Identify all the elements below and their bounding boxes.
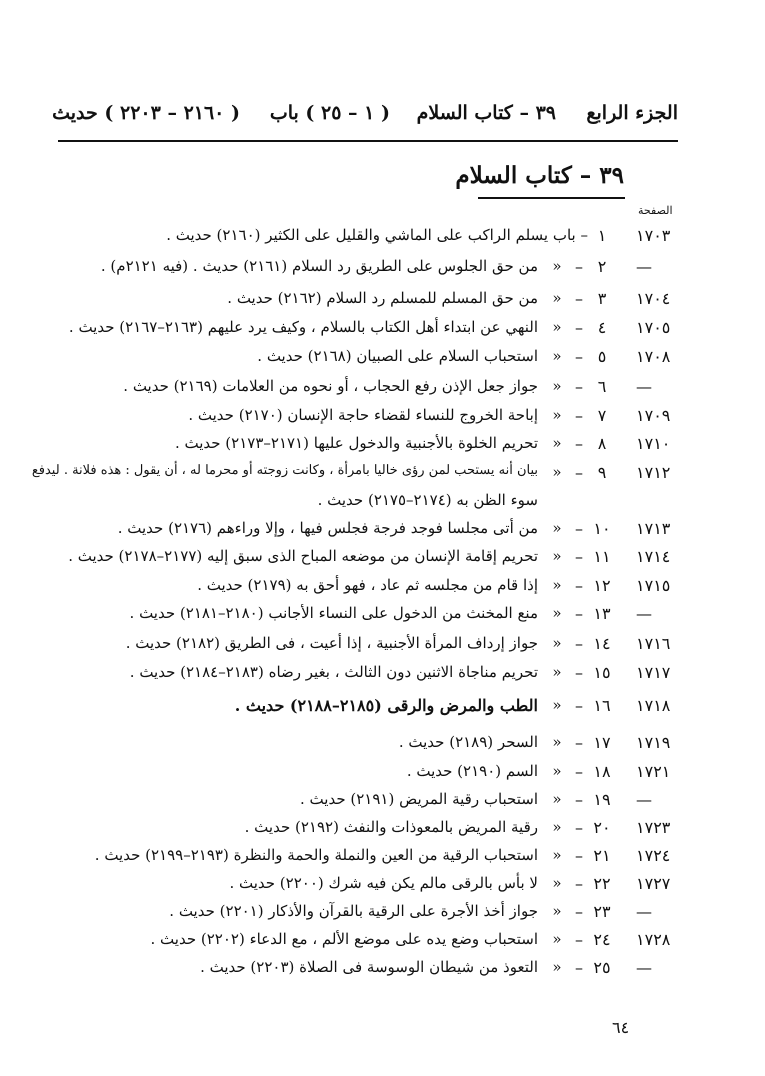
- chapter-title: من حق المسلم للمسلم رد السلام (٢١٦٢) حديث .: [227, 289, 538, 307]
- list-item: [0, 930, 765, 954]
- ditto-mark: »: [552, 347, 562, 365]
- dash-mark: –: [575, 463, 583, 482]
- page-number: —: [636, 604, 652, 623]
- chapter-number: ١٢: [593, 576, 611, 595]
- list-item: [0, 846, 765, 870]
- ditto-mark: »: [552, 604, 562, 622]
- page-number: ١٧٢٤: [636, 846, 671, 865]
- list-item: [0, 874, 765, 898]
- page-column-label: الصفحة: [638, 204, 673, 217]
- ditto-mark: »: [552, 818, 562, 836]
- ditto-mark: »: [552, 733, 562, 751]
- page-number: ١٧١٧: [636, 663, 671, 682]
- header-volume: الجزء الرابع: [586, 102, 678, 124]
- chapter-title: السم (٢١٩٠) حديث .: [406, 762, 538, 780]
- chapter-number: ١٨: [593, 762, 611, 781]
- dash-mark: –: [575, 790, 583, 809]
- chapter-number: ٤: [597, 318, 607, 337]
- page-number: ١٧٢٣: [636, 818, 671, 837]
- chapter-title: لا بأس بالرقى مالم يكن فيه شرك (٢٢٠٠) حديث .: [229, 874, 538, 892]
- list-item: [0, 663, 765, 687]
- list-item: [0, 519, 765, 543]
- dash-mark: –: [575, 663, 583, 682]
- chapter-number: ٣: [597, 289, 607, 308]
- chapter-number: ٢٥: [593, 958, 611, 977]
- chapter-number: ١٥: [593, 663, 611, 682]
- page-number: ١٧٢١: [636, 762, 671, 781]
- chapter-number: ٦: [597, 377, 607, 396]
- dash-mark: –: [575, 958, 583, 977]
- dash-mark: –: [575, 762, 583, 781]
- chapter-number: ٧: [597, 406, 607, 425]
- dash-mark: –: [575, 547, 583, 566]
- chapter-title: جواز أخذ الأجرة على الرقية بالقرآن والأذكار (٢٢٠١) حديث .: [169, 902, 538, 920]
- dash-mark: –: [575, 818, 583, 837]
- page-number: ١٧٠٩: [636, 406, 671, 425]
- chapter-number: ٨: [597, 434, 607, 453]
- list-item: [0, 406, 765, 430]
- header-book: ٣٩ – كتاب السلام: [416, 102, 556, 124]
- chapter-title: – باب يسلم الراكب على الماشي والقليل على الكثير (٢١٦٠) حديث .: [166, 226, 588, 244]
- chapter-number: ١٩: [593, 790, 611, 809]
- ditto-mark: »: [552, 663, 562, 681]
- chapter-title: السحر (٢١٨٩) حديث .: [398, 733, 538, 751]
- chapter-number: ١١: [593, 547, 611, 566]
- title-underline: [478, 197, 625, 199]
- list-item: [0, 902, 765, 926]
- chapter-number: ٢: [597, 257, 607, 276]
- dash-mark: –: [575, 257, 583, 276]
- ditto-mark: »: [552, 930, 562, 948]
- header-rule: [58, 140, 678, 142]
- ditto-mark: »: [552, 463, 562, 481]
- list-item: [0, 576, 765, 600]
- dash-mark: –: [575, 930, 583, 949]
- page-number: ١٧١٠: [636, 434, 671, 453]
- chapter-number: ٢٣: [593, 902, 611, 921]
- ditto-mark: »: [552, 434, 562, 452]
- chapter-title: جواز جعل الإذن رفع الحجاب ، أو نحوه من العلامات (٢١٦٩) حديث .: [123, 377, 538, 395]
- page-number: ١٧١٨: [636, 696, 671, 715]
- list-item: [0, 604, 765, 628]
- dash-mark: –: [575, 289, 583, 308]
- list-item: [0, 434, 765, 458]
- chapter-number: ٢٢: [593, 874, 611, 893]
- chapter-title: استحباب رقية المريض (٢١٩١) حديث .: [300, 790, 538, 808]
- ditto-mark: »: [552, 790, 562, 808]
- list-item: [0, 634, 765, 658]
- page-number: —: [636, 790, 652, 809]
- ditto-mark: »: [552, 634, 562, 652]
- list-item: [0, 790, 765, 814]
- header-chapters: ( ١ – ٢٥ ) باب: [269, 102, 390, 124]
- list-item: [0, 818, 765, 842]
- ditto-mark: »: [552, 377, 562, 395]
- dash-mark: –: [575, 604, 583, 623]
- page-number: —: [636, 958, 652, 977]
- dash-mark: –: [575, 576, 583, 595]
- page-number: —: [636, 257, 652, 276]
- chapter-number: ٢١: [593, 846, 611, 865]
- page-number: —: [636, 377, 652, 396]
- dash-mark: –: [575, 434, 583, 453]
- chapter-title: النهي عن ابتداء أهل الكتاب بالسلام ، وكيف يرد عليهم (٢١٦٣–٢١٦٧) حديث .: [68, 318, 538, 336]
- list-item: [0, 257, 765, 281]
- dash-mark: –: [575, 347, 583, 366]
- page-title: ٣٩ – كتاب السلام: [455, 162, 624, 189]
- running-header: [52, 96, 678, 132]
- list-item: [0, 696, 765, 720]
- chapter-number: ٢٤: [593, 930, 611, 949]
- ditto-mark: »: [552, 318, 562, 336]
- list-item: [0, 318, 765, 342]
- chapter-title: التعوذ من شيطان الوسوسة فى الصلاة (٢٢٠٣) حديث .: [200, 958, 538, 976]
- dash-mark: –: [575, 406, 583, 425]
- chapter-number: ١٣: [593, 604, 611, 623]
- chapter-title: الطب والمرض والرقى (٢١٨٥–٢١٨٨) حديث .: [234, 696, 538, 715]
- chapter-title: استحباب السلام على الصبيان (٢١٦٨) حديث .: [257, 347, 538, 365]
- ditto-mark: »: [552, 547, 562, 565]
- dash-mark: –: [575, 874, 583, 893]
- page-number: ١٧٠٣: [636, 226, 671, 245]
- header-hadiths: ( ٢١٦٠ – ٢٢٠٣ ) حديث: [52, 102, 240, 124]
- chapter-number: ٩: [597, 463, 607, 482]
- ditto-mark: »: [552, 289, 562, 307]
- page-number: ١٧١٢: [636, 463, 671, 482]
- chapter-title: إذا قام من مجلسه ثم عاد ، فهو أحق به (٢١٧٩) حديث .: [197, 576, 538, 594]
- list-item: [0, 463, 765, 487]
- page-number: ١٧١٤: [636, 547, 671, 566]
- chapter-title: جواز إرداف المرأة الأجنبية ، إذا أعيت ، فى الطريق (٢١٨٢) حديث .: [125, 634, 538, 652]
- list-item: [0, 347, 765, 371]
- chapter-title: استحباب الرقية من العين والنملة والحمة والنظرة (٢١٩٣–٢١٩٩) حديث .: [94, 846, 538, 864]
- page-number: ١٧١٣: [636, 519, 671, 538]
- list-item: [0, 289, 765, 313]
- dash-mark: –: [575, 733, 583, 752]
- chapter-title: استحباب وضع يده على موضع الألم ، مع الدعاء (٢٢٠٢) حديث .: [150, 930, 538, 948]
- chapter-number: ١٧: [593, 733, 611, 752]
- ditto-mark: »: [552, 257, 562, 275]
- chapter-title: رقية المريض بالمعوذات والنفث (٢١٩٢) حديث .: [244, 818, 538, 836]
- chapter-number: ١: [597, 226, 607, 245]
- page-number: —: [636, 902, 652, 921]
- ditto-mark: »: [552, 846, 562, 864]
- chapter-title: بيان أنه يستحب لمن رؤى خاليا بامرأة ، وكانت زوجته أو محرما له ، أن يقول : هذه فلانة . ليدفع: [31, 463, 538, 478]
- chapter-title: من حق الجلوس على الطريق رد السلام (٢١٦١) حديث . (فيه ٢١٢١م) .: [100, 257, 538, 275]
- dash-mark: –: [575, 318, 583, 337]
- dash-mark: –: [575, 696, 583, 715]
- dash-mark: –: [575, 846, 583, 865]
- dash-mark: –: [575, 377, 583, 396]
- chapter-title: من أتى مجلسا فوجد فرجة فجلس فيها ، وإلا وراءهم (٢١٧٦) حديث .: [117, 519, 538, 537]
- ditto-mark: »: [552, 576, 562, 594]
- page-number: ١٧٠٨: [636, 347, 671, 366]
- dash-mark: –: [575, 902, 583, 921]
- chapter-title: تحريم الخلوة بالأجنبية والدخول عليها (٢١٧١–٢١٧٣) حديث .: [174, 434, 538, 452]
- ditto-mark: »: [552, 902, 562, 920]
- chapter-number: ٢٠: [593, 818, 611, 837]
- list-item: [0, 733, 765, 757]
- chapter-number: ١٠: [593, 519, 611, 538]
- chapter-title: إباحة الخروج للنساء لقضاء حاجة الإنسان (٢١٧٠) حديث .: [188, 406, 538, 424]
- page-number: ١٧١٦: [636, 634, 671, 653]
- chapter-title: تحريم مناجاة الاثنين دون الثالث ، بغير رضاه (٢١٨٣–٢١٨٤) حديث .: [129, 663, 538, 681]
- list-item: [0, 762, 765, 786]
- chapter-title: منع المخنث من الدخول على النساء الأجانب (٢١٨٠–٢١٨١) حديث .: [129, 604, 538, 622]
- chapter-number: ١٦: [593, 696, 611, 715]
- page-number: ١٧٢٧: [636, 874, 671, 893]
- chapter-title: تحريم إقامة الإنسان من موضعه المباح الذى سبق إليه (٢١٧٧–٢١٧٨) حديث .: [68, 547, 538, 565]
- list-item: [0, 547, 765, 571]
- page-number: ١٧١٥: [636, 576, 671, 595]
- chapter-9-continuation: سوء الظن به (٢١٧٤–٢١٧٥) حديث .: [317, 491, 538, 509]
- ditto-mark: »: [552, 958, 562, 976]
- page-folio-number: ٦٤: [612, 1018, 630, 1037]
- ditto-mark: »: [552, 406, 562, 424]
- page-number: ١٧٠٤: [636, 289, 671, 308]
- chapter-number: ٥: [597, 347, 607, 366]
- list-item: [0, 377, 765, 401]
- dash-mark: –: [575, 519, 583, 538]
- ditto-mark: »: [552, 696, 562, 714]
- page-number: ١٧٠٥: [636, 318, 671, 337]
- dash-mark: –: [575, 634, 583, 653]
- page-number: ١٧٢٨: [636, 930, 671, 949]
- ditto-mark: »: [552, 874, 562, 892]
- list-item: [0, 958, 765, 982]
- page-number: ١٧١٩: [636, 733, 671, 752]
- ditto-mark: »: [552, 762, 562, 780]
- chapter-number: ١٤: [593, 634, 611, 653]
- list-item: [0, 226, 765, 250]
- ditto-mark: »: [552, 519, 562, 537]
